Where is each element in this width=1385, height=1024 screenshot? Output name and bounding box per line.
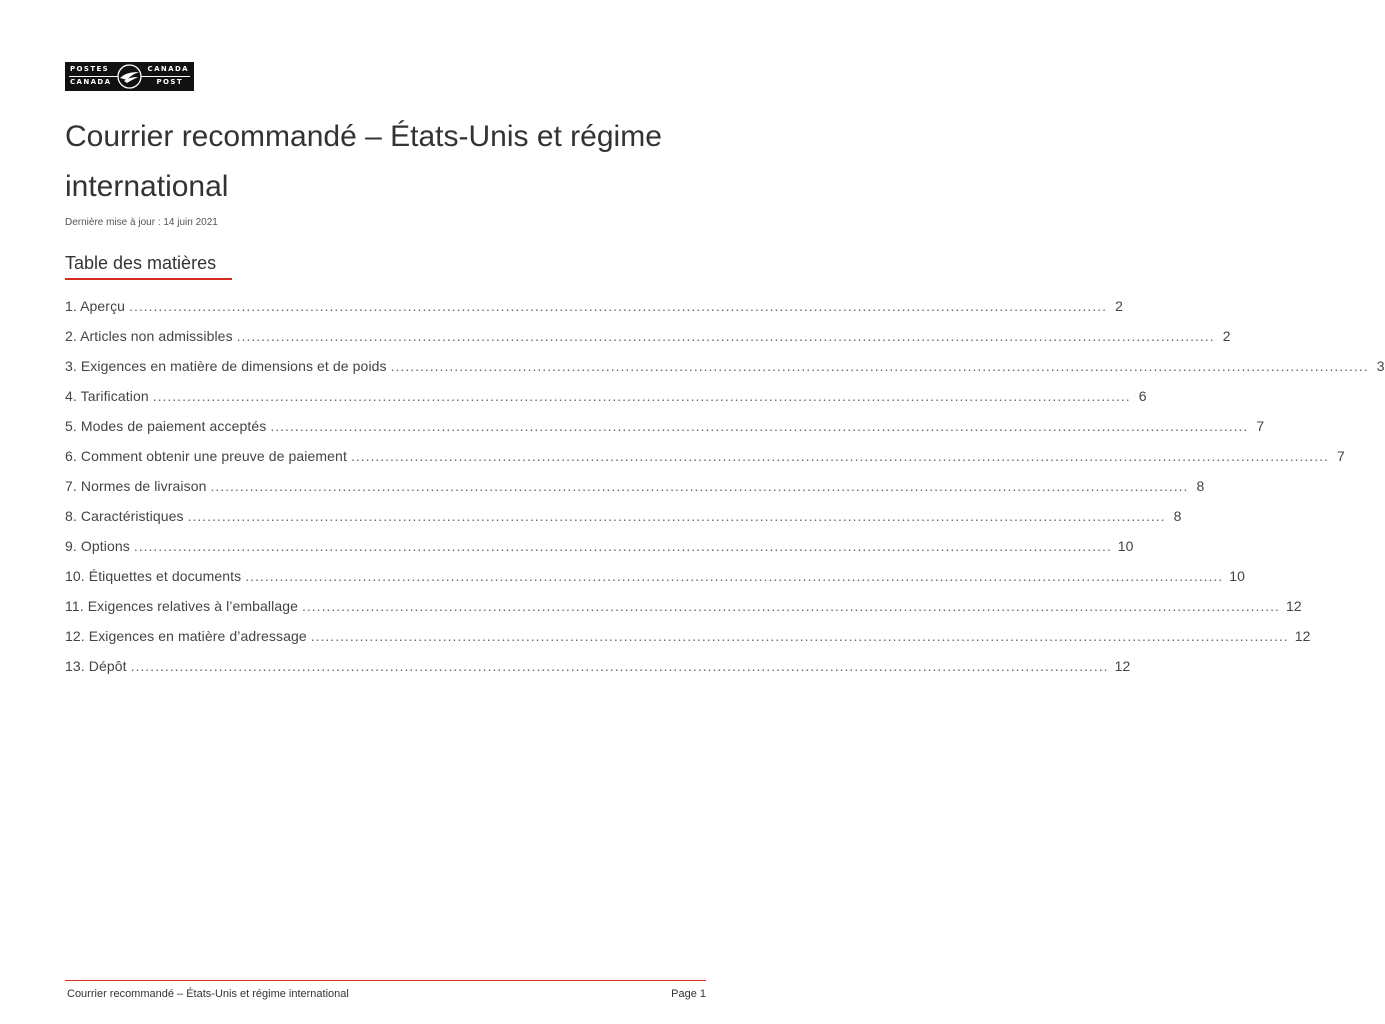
toc-entry[interactable]	[65, 325, 1231, 355]
toc-leader-dots: ........................................................................................................................................................................................................	[152, 388, 1131, 404]
toc-entry-label: 4. Tarification	[65, 388, 149, 404]
logo-text-canada-top: CANADA	[147, 65, 189, 73]
toc-entry[interactable]	[65, 565, 1245, 595]
toc-entry-page: 6	[1138, 388, 1147, 404]
toc-entry[interactable]	[65, 505, 1182, 535]
logo-text-post: POST	[156, 78, 183, 86]
toc-entry[interactable]	[65, 655, 1131, 685]
toc-entry[interactable]	[65, 295, 1123, 325]
toc-entry-page: 8	[1173, 508, 1182, 524]
toc-entry-label: 7. Normes de livraison	[65, 478, 207, 494]
page-title: Courrier recommandé – États-Unis et régime international	[65, 120, 662, 203]
toc-leader-dots: ........................................................................................................................................................................................................	[245, 568, 1224, 584]
footer-page-number: Page 1	[671, 988, 706, 1000]
toc-entry-page: 10	[1117, 538, 1134, 554]
toc-entry[interactable]	[65, 385, 1147, 415]
toc-entry-page: 12	[1294, 628, 1311, 644]
toc-entry[interactable]	[65, 445, 1345, 475]
toc-leader-dots: ........................................................................................................................................................................................................	[350, 448, 1329, 464]
toc-leader-dots: ........................................................................................................................................................................................................	[310, 628, 1289, 644]
toc-entry-page: 7	[1256, 418, 1265, 434]
toc-entry-page: 3	[1376, 358, 1385, 374]
last-updated-date: Dernière mise à jour : 14 juin 2021	[65, 217, 218, 228]
logo-text-postes: POSTES	[70, 65, 110, 73]
toc-entry-page: 12	[1114, 658, 1131, 674]
table-of-contents	[65, 295, 1385, 685]
toc-entry-page: 2	[1115, 298, 1123, 314]
toc-entry-label: 1. Aperçu	[65, 298, 126, 314]
toc-entry[interactable]	[65, 535, 1134, 565]
toc-leader-dots: ........................................................................................................................................................................................................	[133, 538, 1112, 554]
toc-entry-page: 2	[1222, 328, 1231, 344]
toc-entry-label: 8. Caractéristiques	[65, 508, 184, 524]
toc-entry-label: 13. Dépôt	[65, 658, 127, 674]
toc-heading: Table des matières	[65, 253, 217, 273]
toc-entry-label: 2. Articles non admissibles	[65, 328, 233, 344]
toc-leader-dots: ........................................................................................................................................................................................................	[210, 478, 1189, 494]
toc-entry[interactable]	[65, 625, 1311, 655]
toc-entry-page: 8	[1196, 478, 1205, 494]
toc-heading-underline	[65, 278, 232, 280]
toc-leader-dots: ........................................................................................................................................................................................................	[129, 298, 1107, 314]
toc-entry[interactable]	[65, 475, 1205, 505]
toc-entry-label: 5. Modes de paiement acceptés	[65, 418, 267, 434]
toc-entry-label: 9. Options	[65, 538, 130, 554]
toc-leader-dots: ........................................................................................................................................................................................................	[187, 508, 1166, 524]
toc-entry-label: 10. Étiquettes et documents	[65, 568, 242, 584]
footer-divider	[65, 980, 706, 981]
toc-entry-page: 12	[1285, 598, 1302, 614]
toc-leader-dots: ........................................................................................................................................................................................................	[390, 358, 1369, 374]
toc-leader-dots: ........................................................................................................................................................................................................	[302, 598, 1280, 614]
toc-leader-dots: ........................................................................................................................................................................................................	[236, 328, 1215, 344]
toc-entry-label: 6. Comment obtenir une preuve de paiement	[65, 448, 347, 464]
toc-entry-label: 12. Exigences en matière d’adressage	[65, 628, 307, 644]
toc-entry-label: 11. Exigences relatives à l’emballage	[65, 598, 299, 614]
toc-leader-dots: ........................................................................................................................................................................................................	[270, 418, 1249, 434]
eagle-icon	[116, 63, 143, 90]
footer-document-title: Courrier recommandé – États-Unis et régime international	[67, 988, 349, 1000]
toc-entry[interactable]	[65, 415, 1265, 445]
toc-entry[interactable]	[65, 355, 1385, 385]
toc-entry-label: 3. Exigences en matière de dimensions et de poids	[65, 358, 387, 374]
toc-leader-dots: ........................................................................................................................................................................................................	[130, 658, 1109, 674]
toc-entry[interactable]	[65, 595, 1302, 625]
toc-entry-page: 7	[1336, 448, 1345, 464]
canada-post-logo	[65, 62, 194, 91]
logo-text-canada-bottom: CANADA	[70, 78, 112, 86]
toc-entry-page: 10	[1229, 568, 1245, 584]
